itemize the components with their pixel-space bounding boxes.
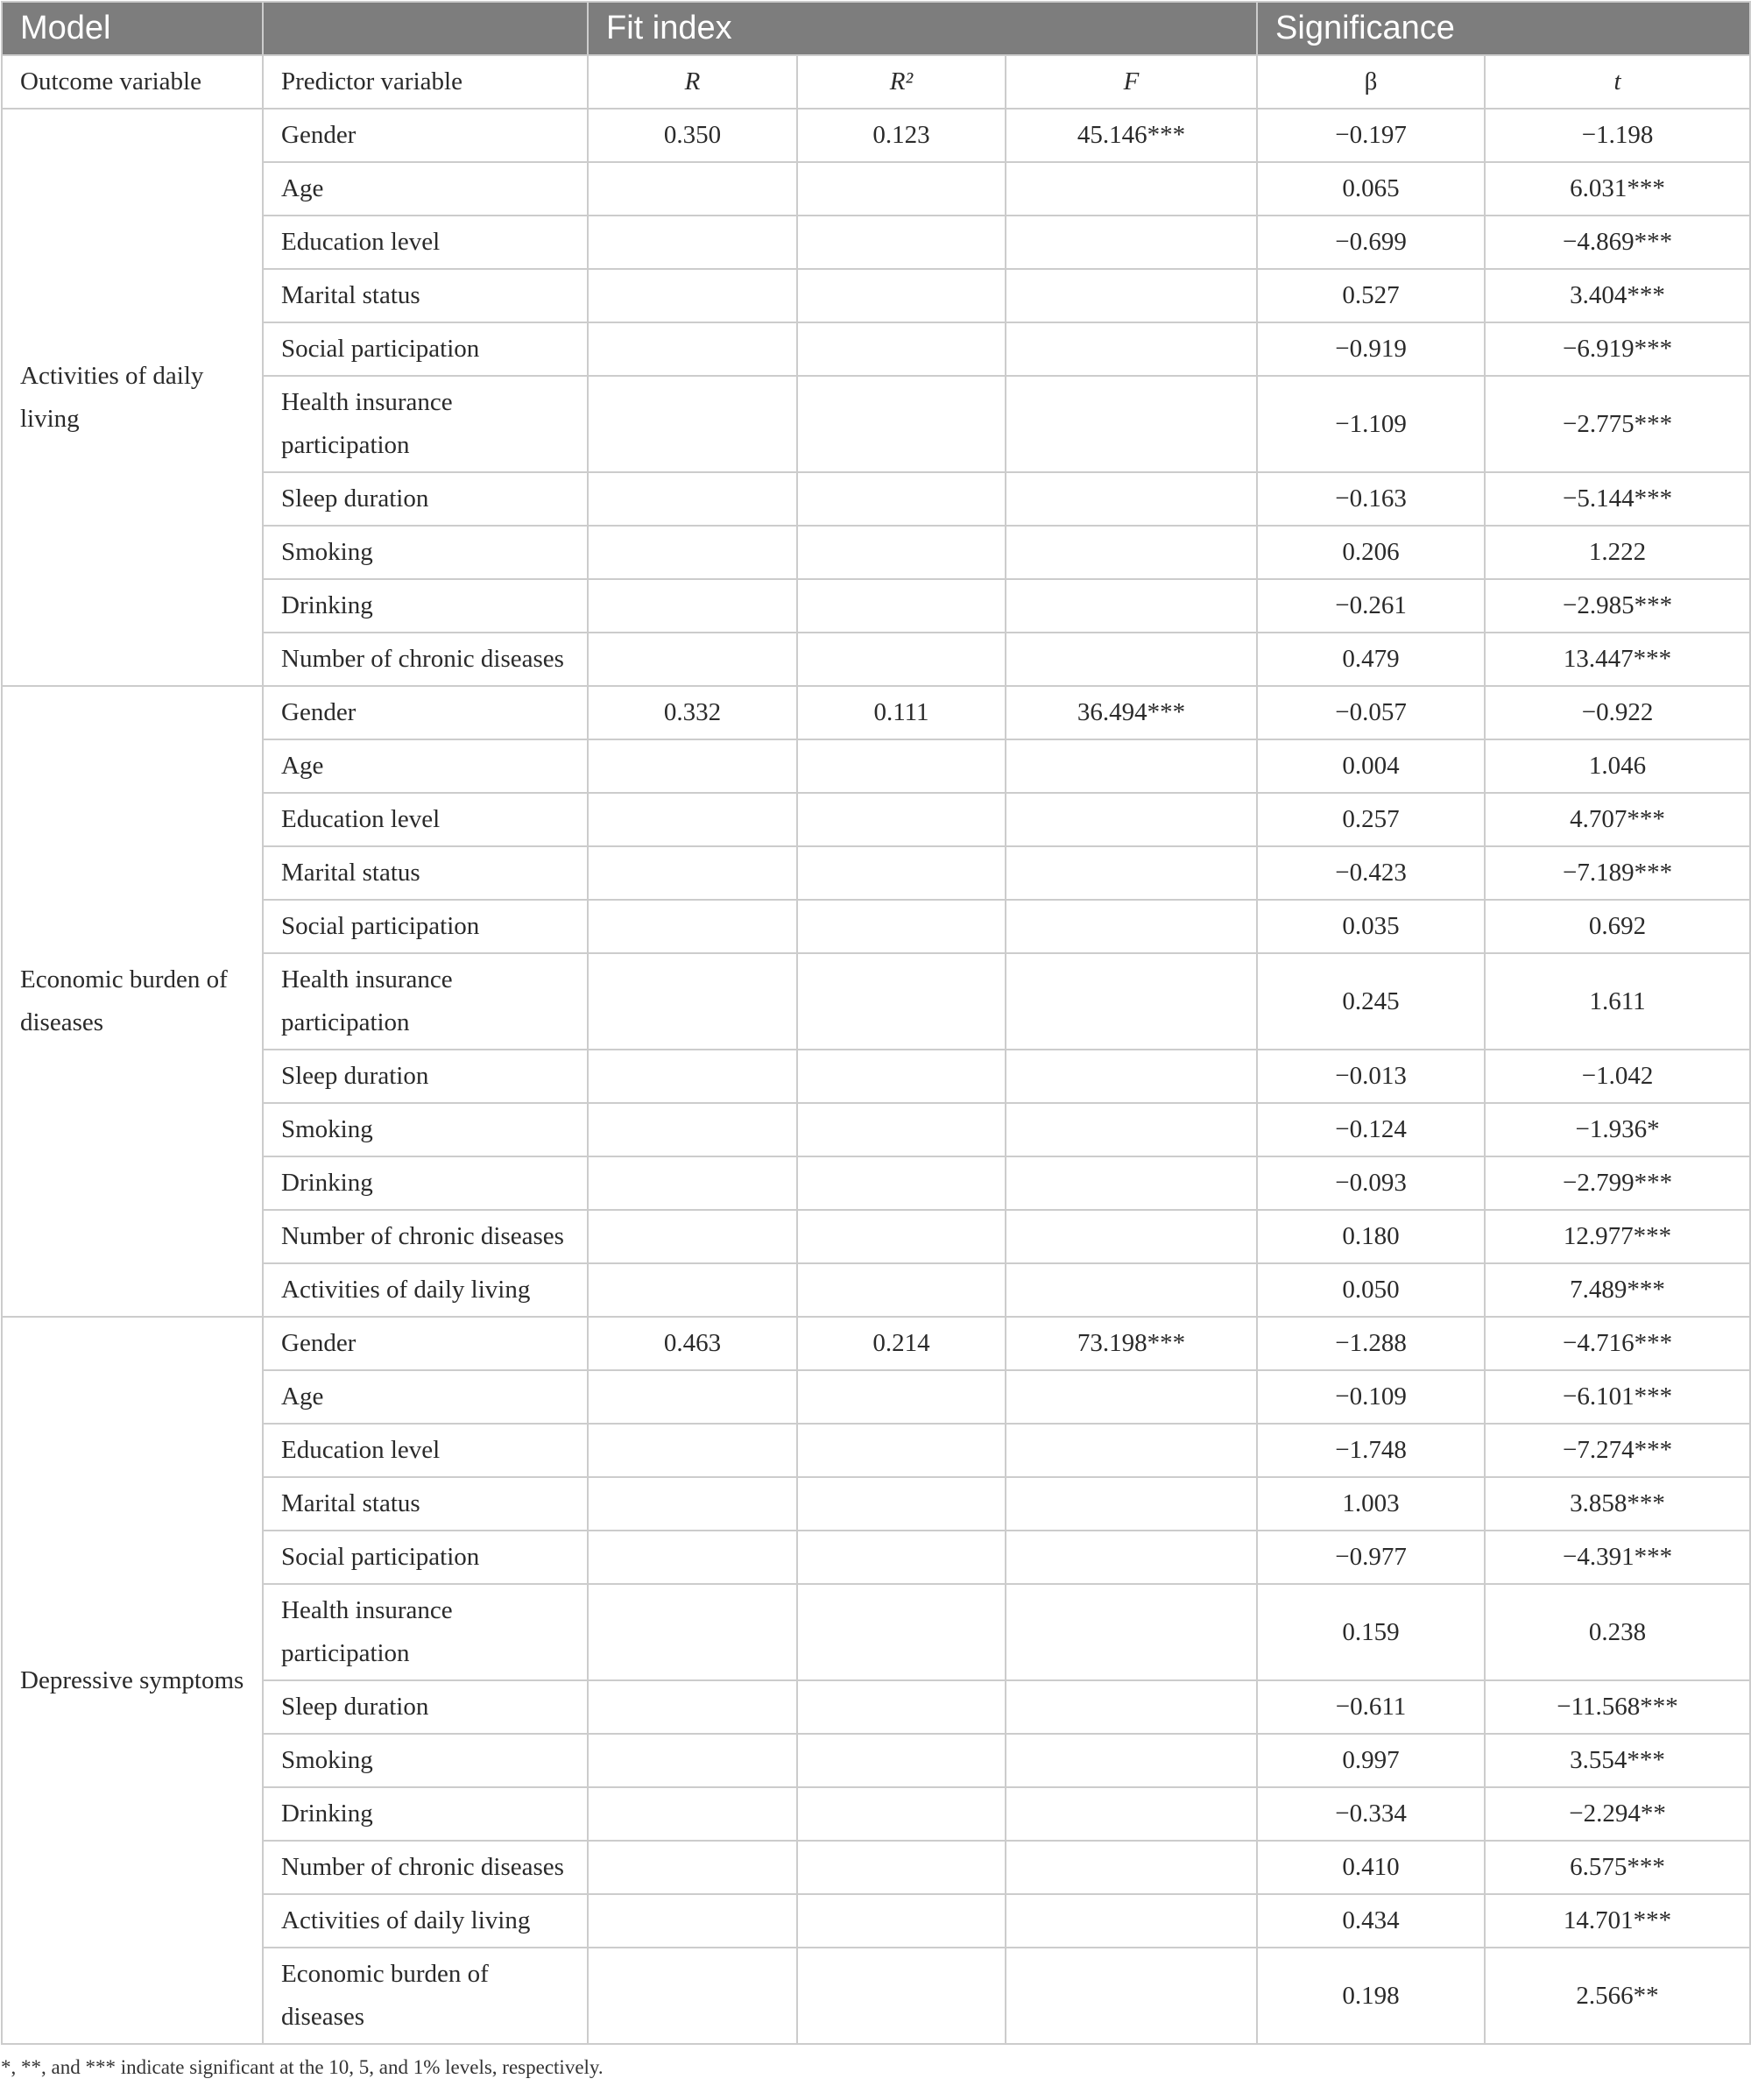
empty-cell bbox=[1006, 1156, 1257, 1210]
empty-header-cell bbox=[263, 2, 588, 55]
empty-cell bbox=[797, 846, 1006, 900]
empty-cell bbox=[797, 322, 1006, 376]
empty-cell bbox=[588, 526, 797, 579]
predictor-variable-cell bbox=[263, 1680, 588, 1734]
empty-cell bbox=[588, 579, 797, 633]
empty-cell bbox=[797, 1841, 1006, 1894]
beta-value-cell: 0.159 bbox=[1257, 1584, 1485, 1680]
empty-cell bbox=[797, 1477, 1006, 1531]
table-row bbox=[2, 846, 1750, 900]
empty-cell bbox=[588, 953, 797, 1050]
outcome-variable-label: Depressive symptoms bbox=[20, 1665, 244, 1694]
beta-value-cell: 0.198 bbox=[1257, 1948, 1485, 2044]
beta-value-cell: 0.997 bbox=[1257, 1734, 1485, 1787]
predictor-variable-label: Smoking bbox=[281, 1115, 373, 1143]
empty-cell bbox=[1006, 376, 1257, 472]
empty-cell bbox=[588, 633, 797, 686]
t-value-cell: 1.046 bbox=[1485, 739, 1750, 793]
empty-cell bbox=[797, 900, 1006, 953]
empty-cell bbox=[1006, 1841, 1257, 1894]
t-value-cell: −2.294** bbox=[1485, 1787, 1750, 1841]
predictor-variable-cell bbox=[263, 1584, 588, 1680]
outcome-variable-label: Economic burden of diseases bbox=[20, 965, 228, 1036]
empty-cell bbox=[797, 1787, 1006, 1841]
predictor-variable-label: Age bbox=[281, 1382, 324, 1411]
empty-cell bbox=[588, 1103, 797, 1156]
predictor-variable-cell bbox=[263, 472, 588, 526]
predictor-variable-label: Marital status bbox=[281, 281, 420, 309]
empty-cell bbox=[797, 1734, 1006, 1787]
predictor-variable-cell bbox=[263, 1734, 588, 1787]
empty-cell bbox=[797, 269, 1006, 322]
t-value-cell: 0.692 bbox=[1485, 900, 1750, 953]
predictor-variable-label: Number of chronic diseases bbox=[281, 1853, 564, 1881]
table-row bbox=[2, 162, 1750, 216]
t-value-cell: 3.858*** bbox=[1485, 1477, 1750, 1531]
empty-cell bbox=[797, 162, 1006, 216]
f-value-cell: 36.494*** bbox=[1006, 686, 1257, 739]
table-row bbox=[2, 1584, 1750, 1680]
empty-cell bbox=[588, 216, 797, 269]
empty-cell bbox=[588, 162, 797, 216]
outcome-variable-label: Activities of daily living bbox=[20, 361, 204, 433]
predictor-variable-cell bbox=[263, 216, 588, 269]
outcome-variable-cell bbox=[2, 686, 263, 1317]
beta-value-cell: 1.003 bbox=[1257, 1477, 1485, 1531]
table-row bbox=[2, 1370, 1750, 1424]
table-body bbox=[2, 109, 1750, 2044]
empty-cell bbox=[797, 376, 1006, 472]
beta-value-cell: 0.527 bbox=[1257, 269, 1485, 322]
t-value-cell: 0.238 bbox=[1485, 1584, 1750, 1680]
empty-cell bbox=[797, 1210, 1006, 1263]
predictor-variable-cell bbox=[263, 269, 588, 322]
empty-cell bbox=[797, 1531, 1006, 1584]
predictor-variable-label: Marital status bbox=[281, 859, 420, 887]
table-row bbox=[2, 1787, 1750, 1841]
beta-value-cell: −1.109 bbox=[1257, 376, 1485, 472]
t-value-cell: 12.977*** bbox=[1485, 1210, 1750, 1263]
empty-cell bbox=[1006, 162, 1257, 216]
t-value-cell: −4.869*** bbox=[1485, 216, 1750, 269]
empty-cell bbox=[797, 472, 1006, 526]
r-value-cell: 0.350 bbox=[588, 109, 797, 162]
beta-value-cell: −0.334 bbox=[1257, 1787, 1485, 1841]
table-row bbox=[2, 376, 1750, 472]
empty-cell bbox=[1006, 322, 1257, 376]
empty-cell bbox=[797, 1103, 1006, 1156]
empty-cell bbox=[588, 1680, 797, 1734]
beta-value-cell: 0.434 bbox=[1257, 1894, 1485, 1948]
table-row bbox=[2, 579, 1750, 633]
empty-cell bbox=[1006, 1894, 1257, 1948]
predictor-variable-cell bbox=[263, 1477, 588, 1531]
empty-cell bbox=[797, 1156, 1006, 1210]
empty-cell bbox=[797, 1894, 1006, 1948]
predictor-variable-label: Gender bbox=[281, 121, 357, 149]
empty-cell bbox=[1006, 846, 1257, 900]
t-value-cell: 2.566** bbox=[1485, 1948, 1750, 2044]
r-squared-value-cell: 0.111 bbox=[797, 686, 1006, 739]
t-value-cell: −7.189*** bbox=[1485, 846, 1750, 900]
table-row bbox=[2, 322, 1750, 376]
empty-cell bbox=[797, 953, 1006, 1050]
empty-cell bbox=[588, 1050, 797, 1103]
beta-value-cell: 0.410 bbox=[1257, 1841, 1485, 1894]
beta-value-cell: 0.050 bbox=[1257, 1263, 1485, 1317]
t-value-cell: 3.404*** bbox=[1485, 269, 1750, 322]
beta-value-cell: 0.479 bbox=[1257, 633, 1485, 686]
predictor-variable-cell bbox=[263, 579, 588, 633]
predictor-variable-label: Health insurance participation bbox=[281, 1596, 453, 1667]
predictor-variable-cell bbox=[263, 526, 588, 579]
table-row bbox=[2, 216, 1750, 269]
predictor-variable-label: Social participation bbox=[281, 912, 480, 940]
predictor-variable-cell bbox=[263, 1263, 588, 1317]
beta-value-cell: −0.057 bbox=[1257, 686, 1485, 739]
empty-cell bbox=[797, 1948, 1006, 2044]
f-value-cell: 45.146*** bbox=[1006, 109, 1257, 162]
beta-value-cell: −0.423 bbox=[1257, 846, 1485, 900]
table-row bbox=[2, 109, 1750, 162]
predictor-variable-cell bbox=[263, 109, 588, 162]
r-value-cell: 0.463 bbox=[588, 1317, 797, 1370]
empty-cell bbox=[1006, 1210, 1257, 1263]
empty-cell bbox=[1006, 953, 1257, 1050]
table-row bbox=[2, 1424, 1750, 1477]
beta-value-cell: −0.163 bbox=[1257, 472, 1485, 526]
predictor-variable-label: Education level bbox=[281, 1436, 441, 1464]
predictor-variable-label: Drinking bbox=[281, 1799, 373, 1828]
empty-cell bbox=[1006, 579, 1257, 633]
predictor-variable-label: Economic burden of diseases bbox=[281, 1960, 489, 2031]
empty-cell bbox=[588, 1424, 797, 1477]
t-value-cell: −4.391*** bbox=[1485, 1531, 1750, 1584]
t-value-cell: −6.919*** bbox=[1485, 322, 1750, 376]
predictor-variable-header: Predictor variable bbox=[263, 55, 588, 109]
predictor-variable-label: Social participation bbox=[281, 335, 480, 363]
predictor-variable-label: Education level bbox=[281, 805, 441, 833]
predictor-variable-label: Drinking bbox=[281, 591, 373, 619]
beta-value-cell: 0.035 bbox=[1257, 900, 1485, 953]
empty-cell bbox=[797, 526, 1006, 579]
t-value-cell: 13.447*** bbox=[1485, 633, 1750, 686]
predictor-variable-cell bbox=[263, 953, 588, 1050]
empty-cell bbox=[1006, 1477, 1257, 1531]
table-row bbox=[2, 1680, 1750, 1734]
table-row bbox=[2, 526, 1750, 579]
f-header: F bbox=[1006, 55, 1257, 109]
predictor-variable-cell bbox=[263, 1317, 588, 1370]
beta-value-cell: −1.288 bbox=[1257, 1317, 1485, 1370]
predictor-variable-cell bbox=[263, 1787, 588, 1841]
empty-cell bbox=[797, 1050, 1006, 1103]
predictor-variable-label: Social participation bbox=[281, 1543, 480, 1571]
t-value-cell: −0.922 bbox=[1485, 686, 1750, 739]
predictor-variable-label: Activities of daily living bbox=[281, 1906, 531, 1934]
predictor-variable-cell bbox=[263, 1894, 588, 1948]
predictor-variable-cell bbox=[263, 900, 588, 953]
table-row bbox=[2, 739, 1750, 793]
predictor-variable-label: Number of chronic diseases bbox=[281, 1222, 564, 1250]
table-row bbox=[2, 900, 1750, 953]
predictor-variable-cell bbox=[263, 633, 588, 686]
empty-cell bbox=[588, 1263, 797, 1317]
beta-value-cell: 0.245 bbox=[1257, 953, 1485, 1050]
predictor-variable-label: Health insurance participation bbox=[281, 965, 453, 1036]
empty-cell bbox=[1006, 472, 1257, 526]
predictor-variable-cell bbox=[263, 739, 588, 793]
predictor-variable-cell bbox=[263, 1370, 588, 1424]
empty-cell bbox=[588, 900, 797, 953]
beta-value-cell: −0.013 bbox=[1257, 1050, 1485, 1103]
beta-value-cell: −0.109 bbox=[1257, 1370, 1485, 1424]
empty-cell bbox=[1006, 216, 1257, 269]
predictor-variable-cell bbox=[263, 793, 588, 846]
empty-cell bbox=[588, 1841, 797, 1894]
table-row bbox=[2, 1734, 1750, 1787]
beta-value-cell: −0.197 bbox=[1257, 109, 1485, 162]
beta-value-cell: 0.206 bbox=[1257, 526, 1485, 579]
table-row bbox=[2, 793, 1750, 846]
r-squared-value-cell: 0.123 bbox=[797, 109, 1006, 162]
empty-cell bbox=[588, 472, 797, 526]
t-value-cell: −2.775*** bbox=[1485, 376, 1750, 472]
table-row bbox=[2, 1841, 1750, 1894]
empty-cell bbox=[588, 1477, 797, 1531]
table-row bbox=[2, 1477, 1750, 1531]
t-value-cell: 4.707*** bbox=[1485, 793, 1750, 846]
table-row bbox=[2, 953, 1750, 1050]
empty-cell bbox=[1006, 1531, 1257, 1584]
outcome-variable-cell bbox=[2, 1317, 263, 2044]
table-row bbox=[2, 633, 1750, 686]
t-value-cell: −1.936* bbox=[1485, 1103, 1750, 1156]
table-row bbox=[2, 1894, 1750, 1948]
t-value-cell: −5.144*** bbox=[1485, 472, 1750, 526]
regression-table bbox=[1, 1, 1751, 2045]
outcome-variable-header: Outcome variable bbox=[2, 55, 263, 109]
table-row bbox=[2, 269, 1750, 322]
table-row bbox=[2, 1050, 1750, 1103]
empty-cell bbox=[588, 1531, 797, 1584]
t-value-cell: −1.042 bbox=[1485, 1050, 1750, 1103]
empty-cell bbox=[588, 1584, 797, 1680]
predictor-variable-label: Age bbox=[281, 752, 324, 780]
empty-cell bbox=[588, 1370, 797, 1424]
r-value-cell: 0.332 bbox=[588, 686, 797, 739]
empty-cell bbox=[1006, 1948, 1257, 2044]
empty-cell bbox=[797, 216, 1006, 269]
predictor-variable-cell bbox=[263, 1424, 588, 1477]
table-row bbox=[2, 472, 1750, 526]
predictor-variable-cell bbox=[263, 322, 588, 376]
predictor-variable-label: Number of chronic diseases bbox=[281, 645, 564, 673]
empty-cell bbox=[1006, 1103, 1257, 1156]
empty-cell bbox=[1006, 1424, 1257, 1477]
predictor-variable-cell bbox=[263, 1948, 588, 2044]
table-row bbox=[2, 1210, 1750, 1263]
fit-index-header: Fit index bbox=[588, 2, 1257, 55]
empty-cell bbox=[588, 739, 797, 793]
predictor-variable-label: Activities of daily living bbox=[281, 1276, 531, 1304]
beta-value-cell: −0.611 bbox=[1257, 1680, 1485, 1734]
t-value-cell: −1.198 bbox=[1485, 109, 1750, 162]
predictor-variable-label: Smoking bbox=[281, 1746, 373, 1774]
beta-value-cell: −0.261 bbox=[1257, 579, 1485, 633]
beta-value-cell: −0.699 bbox=[1257, 216, 1485, 269]
predictor-variable-cell bbox=[263, 376, 588, 472]
empty-cell bbox=[588, 322, 797, 376]
predictor-variable-cell bbox=[263, 1050, 588, 1103]
empty-cell bbox=[1006, 900, 1257, 953]
beta-value-cell: 0.065 bbox=[1257, 162, 1485, 216]
predictor-variable-label: Sleep duration bbox=[281, 1693, 429, 1721]
beta-value-cell: 0.004 bbox=[1257, 739, 1485, 793]
t-value-cell: 1.222 bbox=[1485, 526, 1750, 579]
empty-cell bbox=[1006, 1734, 1257, 1787]
empty-cell bbox=[797, 633, 1006, 686]
significance-header: Significance bbox=[1257, 2, 1750, 55]
predictor-variable-cell bbox=[263, 1841, 588, 1894]
predictor-variable-label: Sleep duration bbox=[281, 1062, 429, 1090]
f-value-cell: 73.198*** bbox=[1006, 1317, 1257, 1370]
t-value-cell: 1.611 bbox=[1485, 953, 1750, 1050]
empty-cell bbox=[797, 1424, 1006, 1477]
beta-value-cell: −0.919 bbox=[1257, 322, 1485, 376]
predictor-variable-label: Gender bbox=[281, 1329, 357, 1357]
beta-header: β bbox=[1257, 55, 1485, 109]
empty-cell bbox=[1006, 1680, 1257, 1734]
t-value-cell: −4.716*** bbox=[1485, 1317, 1750, 1370]
table-footnote: *, **, and *** indicate significant at the 10, 5, and 1% levels, respectively. bbox=[1, 2056, 604, 2078]
table-header bbox=[2, 2, 1750, 109]
header-row-top bbox=[2, 2, 1750, 55]
outcome-variable-cell bbox=[2, 109, 263, 686]
t-value-cell: 14.701*** bbox=[1485, 1894, 1750, 1948]
empty-cell bbox=[1006, 1263, 1257, 1317]
predictor-variable-cell bbox=[263, 1210, 588, 1263]
predictor-variable-label: Sleep duration bbox=[281, 484, 429, 513]
empty-cell bbox=[797, 1584, 1006, 1680]
empty-cell bbox=[1006, 1787, 1257, 1841]
empty-cell bbox=[588, 1787, 797, 1841]
empty-cell bbox=[588, 1210, 797, 1263]
empty-cell bbox=[588, 1948, 797, 2044]
table-row bbox=[2, 1156, 1750, 1210]
beta-value-cell: 0.257 bbox=[1257, 793, 1485, 846]
empty-cell bbox=[797, 1263, 1006, 1317]
empty-cell bbox=[1006, 739, 1257, 793]
t-value-cell: −2.799*** bbox=[1485, 1156, 1750, 1210]
t-value-cell: −6.101*** bbox=[1485, 1370, 1750, 1424]
empty-cell bbox=[588, 269, 797, 322]
table-row bbox=[2, 1103, 1750, 1156]
predictor-variable-cell bbox=[263, 846, 588, 900]
r-header: R bbox=[588, 55, 797, 109]
t-value-cell: −2.985*** bbox=[1485, 579, 1750, 633]
r-squared-value-cell: 0.214 bbox=[797, 1317, 1006, 1370]
header-row-sub bbox=[2, 55, 1750, 109]
predictor-variable-label: Marital status bbox=[281, 1489, 420, 1517]
predictor-variable-label: Health insurance participation bbox=[281, 388, 453, 459]
empty-cell bbox=[797, 793, 1006, 846]
table-row bbox=[2, 686, 1750, 739]
predictor-variable-cell bbox=[263, 1156, 588, 1210]
empty-cell bbox=[588, 1894, 797, 1948]
predictor-variable-cell bbox=[263, 1103, 588, 1156]
empty-cell bbox=[797, 1370, 1006, 1424]
empty-cell bbox=[1006, 269, 1257, 322]
predictor-variable-label: Gender bbox=[281, 698, 357, 726]
empty-cell bbox=[588, 376, 797, 472]
empty-cell bbox=[797, 579, 1006, 633]
empty-cell bbox=[1006, 1584, 1257, 1680]
predictor-variable-cell bbox=[263, 162, 588, 216]
t-value-cell: 7.489*** bbox=[1485, 1263, 1750, 1317]
empty-cell bbox=[797, 1680, 1006, 1734]
empty-cell bbox=[1006, 793, 1257, 846]
t-value-cell: −11.568*** bbox=[1485, 1680, 1750, 1734]
empty-cell bbox=[588, 1734, 797, 1787]
predictor-variable-cell bbox=[263, 1531, 588, 1584]
beta-value-cell: 0.180 bbox=[1257, 1210, 1485, 1263]
beta-value-cell: −0.977 bbox=[1257, 1531, 1485, 1584]
predictor-variable-label: Drinking bbox=[281, 1169, 373, 1197]
r-squared-header: R² bbox=[797, 55, 1006, 109]
predictor-variable-label: Smoking bbox=[281, 538, 373, 566]
predictor-variable-label: Education level bbox=[281, 228, 441, 256]
empty-cell bbox=[588, 1156, 797, 1210]
model-header: Model bbox=[2, 2, 263, 55]
empty-cell bbox=[588, 846, 797, 900]
t-value-cell: 6.031*** bbox=[1485, 162, 1750, 216]
empty-cell bbox=[588, 793, 797, 846]
t-value-cell: −7.274*** bbox=[1485, 1424, 1750, 1477]
beta-value-cell: −1.748 bbox=[1257, 1424, 1485, 1477]
empty-cell bbox=[1006, 526, 1257, 579]
table-row bbox=[2, 1263, 1750, 1317]
beta-value-cell: −0.124 bbox=[1257, 1103, 1485, 1156]
table-row bbox=[2, 1948, 1750, 2044]
beta-value-cell: −0.093 bbox=[1257, 1156, 1485, 1210]
empty-cell bbox=[1006, 1050, 1257, 1103]
t-value-cell: 6.575*** bbox=[1485, 1841, 1750, 1894]
predictor-variable-cell bbox=[263, 686, 588, 739]
t-value-cell: 3.554*** bbox=[1485, 1734, 1750, 1787]
empty-cell bbox=[1006, 633, 1257, 686]
t-header: t bbox=[1485, 55, 1750, 109]
empty-cell bbox=[1006, 1370, 1257, 1424]
table-row bbox=[2, 1317, 1750, 1370]
predictor-variable-label: Age bbox=[281, 174, 324, 202]
empty-cell bbox=[797, 739, 1006, 793]
table-row bbox=[2, 1531, 1750, 1584]
